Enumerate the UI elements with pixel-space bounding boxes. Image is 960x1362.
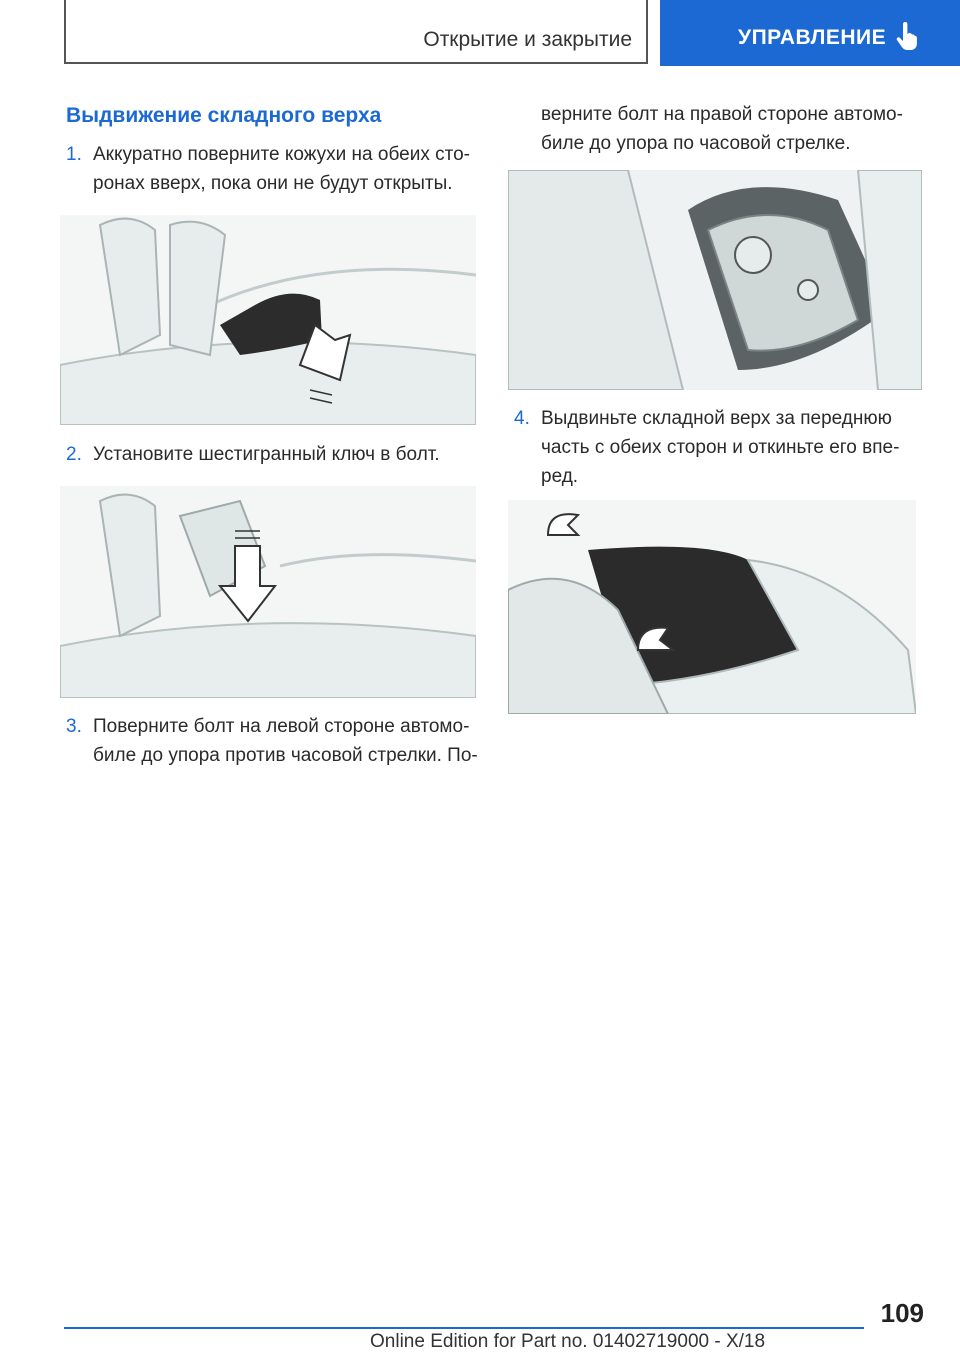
step-4	[514, 404, 914, 491]
step-text: Поверните болт на левой стороне автомо-биле до упора против часовой стрелки. По-	[93, 716, 478, 766]
step-2	[66, 440, 476, 469]
step-number: 3.	[66, 716, 82, 737]
illustration-fold-top	[508, 500, 916, 714]
illustration-hex-key	[60, 486, 476, 698]
step-3-continued	[514, 100, 914, 158]
step-text: Выдвиньте складной верх за переднюю часть с обеих сторон и откиньте его впе-ред.	[541, 408, 900, 487]
hand-pointer-icon	[896, 22, 918, 57]
step-text: Аккуратно поверните кожухи на обеих сто-ронах вверх, пока они не будут открыты.	[93, 144, 470, 194]
section-heading: Выдвижение складного верха	[66, 104, 382, 127]
step-number: 1.	[66, 144, 82, 165]
step-number: 2.	[66, 444, 82, 465]
step-text: Установите шестигранный ключ в болт.	[93, 444, 440, 465]
step-number: 4.	[514, 408, 530, 429]
step-1	[66, 140, 476, 198]
page-number: 109	[880, 1298, 924, 1328]
illustration-bolt-right	[508, 170, 922, 390]
step-3	[66, 712, 480, 770]
header-section-box	[64, 0, 648, 64]
illustration-cover-panels	[60, 215, 476, 425]
section-title-header: Открытие и закрытие	[423, 28, 632, 51]
chapter-tab[interactable]	[660, 0, 960, 66]
footer-divider	[64, 1327, 864, 1329]
step-text: верните болт на правой стороне автомо-биле до упора по часовой стрелке.	[541, 104, 903, 154]
footer-edition: Online Edition for Part no. 01402719000 - X/18	[370, 1331, 766, 1352]
chapter-label: УПРАВЛЕНИЕ	[738, 26, 887, 49]
